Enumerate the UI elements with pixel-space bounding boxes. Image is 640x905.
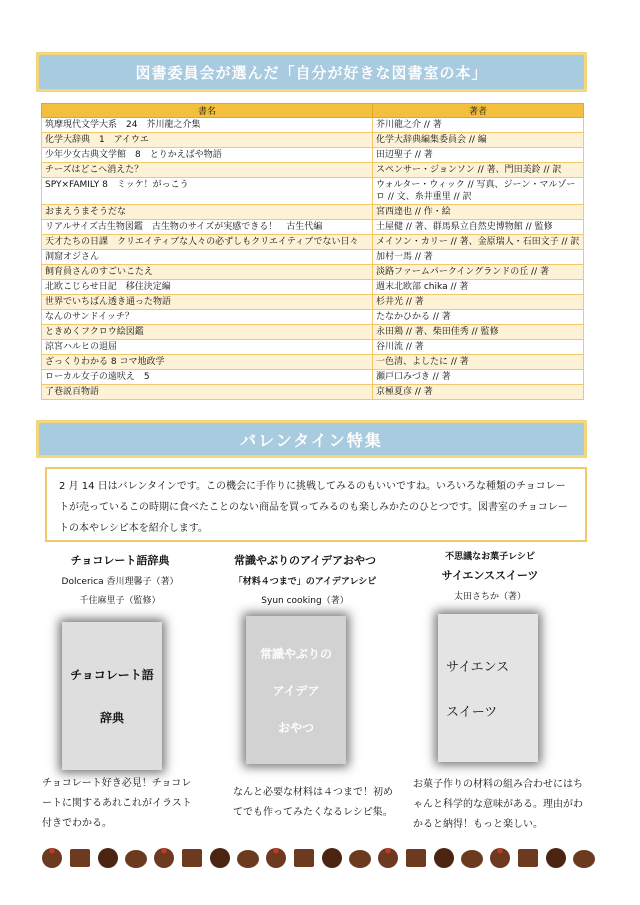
book-title-cell: 世界でいちばん透き通った物語: [42, 295, 373, 310]
book-author-cell: 化学大辞典編集委員会 // 編: [373, 133, 584, 148]
chocolate-icon: [98, 848, 118, 868]
title-banner: [36, 52, 587, 92]
book-description: お菓子作りの材料の組み合わせにはちゃんと科学的な意味がある。理由がわかると納得！もっと楽しい。: [413, 779, 583, 830]
book-cover: [246, 616, 346, 764]
table-header-row: [42, 104, 584, 118]
chocolate-icon: [210, 848, 230, 868]
book-title: 常識やぶりのアイデアおやつ: [233, 554, 376, 567]
cover-text: スイーツ: [446, 705, 498, 720]
chocolate-icon: [434, 848, 454, 868]
table-row: [42, 385, 584, 400]
chocolate-icon: [70, 849, 90, 867]
chocolate-icon: [125, 850, 147, 868]
table-row: [42, 370, 584, 385]
book-author-cell: メイソン・カリー // 著、金原瑞人・石田文子 // 訳: [373, 235, 584, 250]
chocolate-icon: [349, 850, 371, 868]
column-header-title: 書名: [42, 104, 373, 118]
book-cover: [438, 614, 538, 762]
book-title-cell: ローカル女子の遠吠え 5: [42, 370, 373, 385]
cover-text: 常識やぶりの: [259, 646, 332, 661]
book-description: チョコレート好き必見！チョコレートに関するあれこれがイラスト付きでわかる。: [42, 778, 192, 829]
book-title-cell: リアルサイズ古生物図鑑 古生物のサイズが実感できる！ 古生代編: [42, 220, 373, 235]
book-title-cell: 天才たちの日課 クリエイティブな人々の必ずしもクリエイティブでない日々: [42, 235, 373, 250]
book-author-cell: 永田鶏 // 著、柴田佳秀 // 監修: [373, 325, 584, 340]
table-row: [42, 118, 584, 133]
book-author-cell: 淡路ファームパークイングランドの丘 // 著: [373, 265, 584, 280]
book-author-cell: 週末北欧部 chika // 著: [373, 280, 584, 295]
intro-box: [45, 467, 587, 542]
book-credit: Syun cooking（著）: [261, 596, 349, 606]
book-author-cell: 芥川龍之介 // 著: [373, 118, 584, 133]
book-pretitle: 不思議なお菓子レシピ: [445, 552, 535, 562]
cover-text: サイエンス: [446, 660, 510, 675]
chocolate-border: [40, 846, 600, 870]
book-title-cell: ざっくりわかる 8 コマ地政学: [42, 355, 373, 370]
book-cover: [62, 622, 162, 770]
book-author-cell: 瀬戸口みづき // 著: [373, 370, 584, 385]
book-title-cell: 洞窟オジさん: [42, 250, 373, 265]
chocolate-icon: [518, 849, 538, 867]
book-title-cell: 了巷説百物語: [42, 385, 373, 400]
valentine-banner: [36, 420, 587, 458]
book-author-cell: 一色清、よしたに // 著: [373, 355, 584, 370]
book-card: [405, 549, 575, 602]
table-row: [42, 265, 584, 280]
book-title-cell: なんのサンドイッチ？: [42, 310, 373, 325]
cover-text: 辞典: [99, 711, 124, 725]
table-row: [42, 355, 584, 370]
book-title-cell: 北欧こじらせ日記 移住決定編: [42, 280, 373, 295]
book-author-cell: 田辺聖子 // 著: [373, 148, 584, 163]
book-credit: 太田さちか（著）: [453, 592, 526, 602]
book-title-cell: 筑摩現代文学大系 24 芥川龍之介集: [42, 118, 373, 133]
book-author-cell: たなかひかる // 著: [373, 310, 584, 325]
table-row: [42, 220, 584, 235]
chocolate-icon: [294, 849, 314, 867]
chocolate-icon: [322, 848, 342, 868]
table-row: [42, 280, 584, 295]
book-description: なんと必要な材料は４つまで！初めてでも作ってみたくなるレシピ集。: [233, 787, 393, 818]
book-card: [40, 552, 200, 606]
book-subtitle: 「材料４つまで」のアイデアレシピ: [233, 577, 377, 587]
book-author-cell: 杉井光 // 著: [373, 295, 584, 310]
book-title-cell: ときめくフクロウ絵図鑑: [42, 325, 373, 340]
banner-title: バレンタイン特集: [240, 430, 383, 450]
chocolate-icon: [237, 850, 259, 868]
chocolate-icon: [573, 850, 595, 868]
banner-title: 図書委員会が選んだ「自分が好きな図書室の本」: [135, 63, 488, 82]
table-row: [42, 310, 584, 325]
table-row: [42, 133, 584, 148]
book-author-cell: 谷川流 // 著: [373, 340, 584, 355]
table-row: [42, 178, 584, 205]
book-author-cell: 宮西達也 // 作・絵: [373, 205, 584, 220]
cherry-icon: [162, 849, 167, 854]
cover-text: アイデア: [272, 683, 320, 698]
table-row: [42, 325, 584, 340]
cherry-icon: [498, 849, 503, 854]
book-title: サイエンススイーツ: [441, 569, 539, 582]
chocolate-icon: [406, 849, 426, 867]
cherry-icon: [50, 849, 55, 854]
book-title-cell: チーズはどこへ消えた？: [42, 163, 373, 178]
chocolate-icon: [546, 848, 566, 868]
table-row: [42, 148, 584, 163]
cherry-icon: [274, 849, 279, 854]
table-row: [42, 205, 584, 220]
book-title-cell: 化学大辞典 1 アイウエ: [42, 133, 373, 148]
column-header-author: 著者: [373, 104, 584, 118]
intro-text: 2 月 14 日はバレンタインです。この機会に手作りに挑戦してみるのもいいですね。いろいろな種類のチョコレートが売っているこの時期に食べたことのない商品を買ってみるのも楽しみかたのひとつです。図書室のチョコレートの本やレシピ本を紹介します。: [59, 481, 568, 534]
book-title-cell: 少年少女古典文学館 8 とりかえばや物語: [42, 148, 373, 163]
book-title: チョコレート語辞典: [70, 554, 170, 567]
table-row: [42, 340, 584, 355]
book-credit: Dolcerica 香川理馨子（著）: [61, 577, 179, 587]
book-credit: 千住麻里子（監修）: [79, 596, 161, 606]
book-author-cell: ウォルター・ウィック // 写真、ジーン・マルゾーロ // 文、糸井重里 // 訳: [373, 178, 584, 205]
cherry-icon: [386, 849, 391, 854]
book-author-cell: 土屋健 // 著、群馬県立自然史博物館 // 監修: [373, 220, 584, 235]
book-card: [215, 552, 395, 606]
table-row: [42, 250, 584, 265]
table-row: [42, 295, 584, 310]
book-title-cell: 飼育員さんのすごいこたえ: [42, 265, 373, 280]
book-table: [41, 103, 584, 400]
book-title-cell: SPY×FAMILY 8 ミッケ！がっこう: [42, 178, 373, 205]
table-row: [42, 163, 584, 178]
book-author-cell: 加村一馬 // 著: [373, 250, 584, 265]
book-title-cell: 涼宮ハルヒの退屈: [42, 340, 373, 355]
book-author-cell: 京極夏彦 // 著: [373, 385, 584, 400]
cover-text: おやつ: [277, 720, 314, 735]
book-author-cell: スペンサー・ジョンソン // 著、門田美鈴 // 訳: [373, 163, 584, 178]
chocolate-icon: [461, 850, 483, 868]
chocolate-icon: [182, 849, 202, 867]
cover-text: チョコレート語: [70, 668, 154, 682]
table-row: [42, 235, 584, 250]
book-title-cell: おまえうまそうだな: [42, 205, 373, 220]
